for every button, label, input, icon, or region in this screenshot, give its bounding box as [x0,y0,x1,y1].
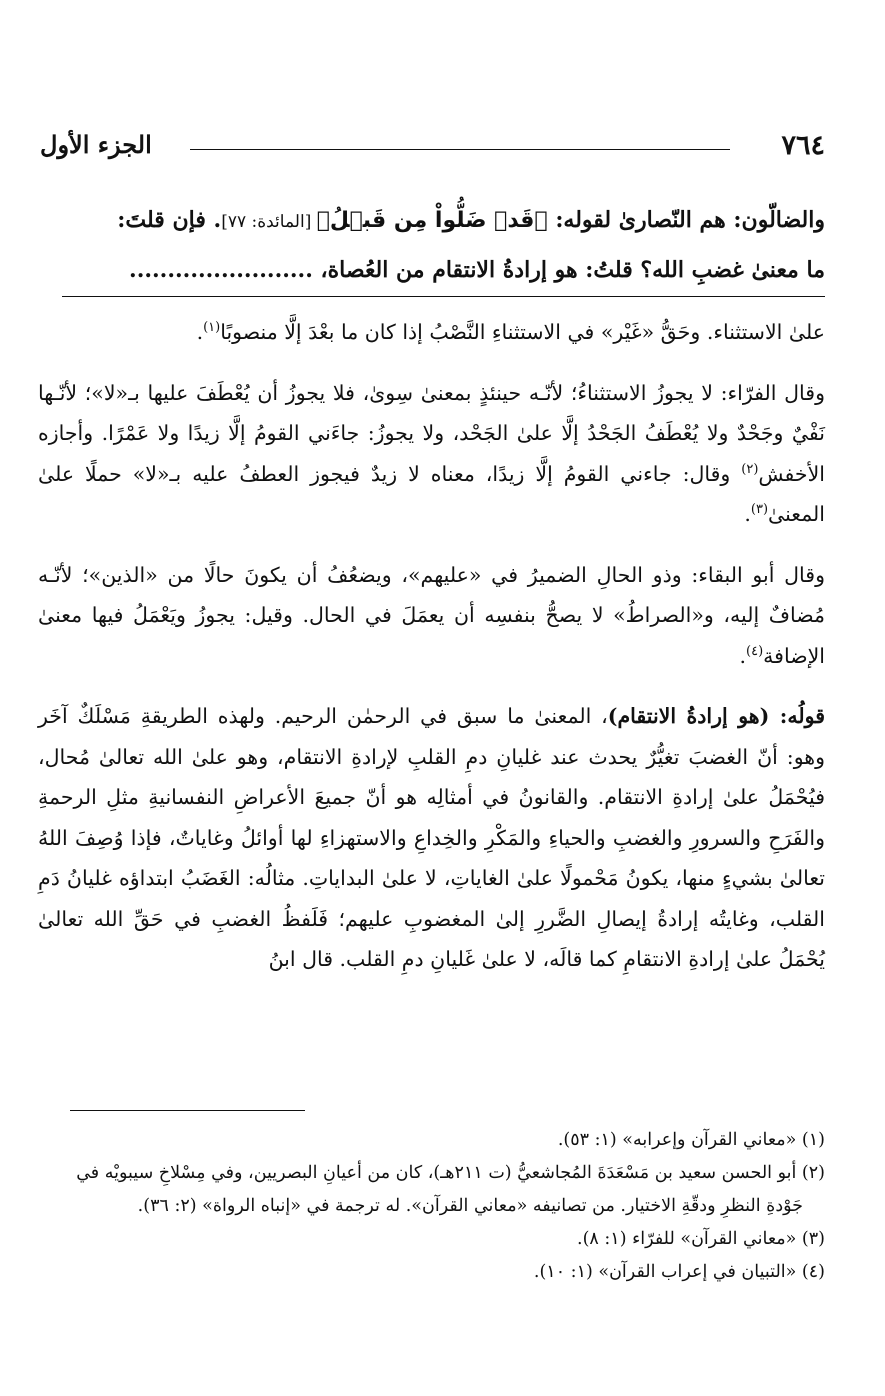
footnotes [40,1124,825,1289]
footnote-ref-2: (٢) [741,461,759,477]
footnote-ref-4: (٤) [746,643,764,659]
paragraph-1 [38,312,825,353]
matn-separator [62,296,825,297]
footnote-rule [70,1110,305,1111]
commentary-body [38,312,825,980]
paragraph-2-text-b: وقال: جاءني القومُ إلَّا زيدًا، معناه لا زيدٌ فيجوز العطفُ عليه بـ«لا» حملًا علىٰ المعنىٰ [38,461,825,526]
spacer [38,353,825,373]
header-rule [190,149,730,150]
paragraph-3-text: وقال أبو البقاء: وذو الحالِ الضميرُ في «عليهم»، ويضعُفُ أن يكونَ حالًا من «الذين»؛ لأنّـه مُضافٌ إليه، و«الصراطُ» لا يصحُّ بنفسِه أن يعمَلَ في الحال. وقيل: يجوزُ ويَعْمَلُ فيها معنىٰ الإضافة [38,562,825,668]
paragraph-1-text: علىٰ الاستثناء. وحَقُّ «غَيْر» في الاستثناءِ النَّصْبُ إذا كان ما بعْدَ إلَّا منصوبًا [220,320,825,344]
footnote-2: (٢) أبو الحسن سعيد بن مَسْعَدَةَ المُجاشعيُّ (ت ٢١١هـ)، كان من أعيانِ البصريين، وفي مِسْلاخِ سيبويْه في [76,1163,825,1183]
footnote-ref-1: (١) [203,320,221,336]
page-number: ٧٦٤ [781,130,825,161]
matn-line1-start: والضالّون: هم النّصارىٰ لقوله: [547,207,825,233]
paragraph-2 [38,373,825,535]
footnote-2-continuation: جَوْدةِ النظرِ ودقّةِ الاختيار. من تصانيفه «معاني القرآن». له ترجمة في «إنباه الرواة» (٢: ٣٦). [137,1196,803,1216]
footnote-3: (٣) «معاني القرآن» للفرّاء (١: ٨). [577,1229,825,1249]
spacer [38,676,825,696]
paragraph-3-end: . [739,643,747,668]
matn-line2: ما معنىٰ غضبِ الله؟ قلتُ: هو إرادةُ الانتقام من العُصاة، [312,257,825,283]
paragraph-4 [38,696,825,980]
paragraph-2-end: . [744,502,751,526]
footnote-1: (١) «معاني القرآن وإعرابه» (١: ٥٣). [557,1130,825,1150]
quran-verse: ﴿قَدۡ ضَلُّواْ مِن قَبۡلُ﴾ [316,208,548,233]
matn-line-1 [38,196,825,246]
page-header [40,130,825,166]
spacer [38,535,825,555]
matn-line-2 [38,246,825,294]
verse-reference: [المائدة: ٧٧] [221,212,317,232]
lemma-label: قولُه: (هو إرادةُ الانتقام) [607,704,826,728]
paragraph-2-text-a: وقال الفرّاء: لا يجوزُ الاستثناءُ؛ لأنّـه حينئذٍ بمعنىٰ سِوىٰ، فلا يجوزُ أن يُعْطَفَ عليها بـ«لا»؛ لأنّـها نَفْيٌ وجَحْدٌ ولا يُعْطَفُ الجَحْدُ إلَّا علىٰ الجَحْد، ولا يجوزُ: جاءَني القومُ إلَّا زيدًا ولا عَمْرًا. وأجازه الأخفش [38,380,825,486]
paragraph-3 [38,555,825,677]
matn-ellipsis: ........................ [129,257,313,283]
paragraph-1-end: . [196,320,204,344]
paragraph-4-text: ، المعنىٰ ما سبق في الرحمٰن الرحيم. ولهذه الطريقةِ مَسْلَكٌ آخَر وهو: أنّ الغضبَ تغيُّرٌ يحدث عند غليانِ دمِ القلبِ لإرادةِ الانتقام، وهو علىٰ الله تعالىٰ مُحال، فيُحْمَلُ علىٰ إرادةِ الانتقام. والقانونُ في أمثالِه هو أنّ جميعَ الأعراضِ النفسانيةِ مثلِ الرحمةِ والفَرَحِ والسرورِ والغضبِ والحياءِ والمَكْرِ والخِداعِ والاستهزاءِ لها أوائلُ وغاياتٌ، فإذا وُصِفَ اللهُ تعالىٰ بشيءٍ منها، يكونُ مَحْمولًا علىٰ الغاياتِ، لا علىٰ البداياتِ. مثالُه: الغَضَبُ ابتداؤه غليانُ دَمِ القلب، وغايتُه إرادةُ إيصالِ الضَّررِ إلىٰ المغضوبِ عليهم؛ فَلَفظُ الغضبِ في حَقِّ الله تعالىٰ يُحْمَلُ علىٰ إرادةِ الانتقامِ كما قالَه، لا علىٰ غَليانِ دمِ القلب. قال ابنُ [38,704,825,971]
matn-line1-end: . فإن قلتَ: [117,207,222,233]
footnote-4: (٤) «التبيان في إعراب القرآن» (١: ١٠). [533,1262,825,1282]
footnote-ref-3: (٣) [750,502,769,518]
matn-text [38,196,825,294]
running-head: الجزء الأول [40,130,152,159]
